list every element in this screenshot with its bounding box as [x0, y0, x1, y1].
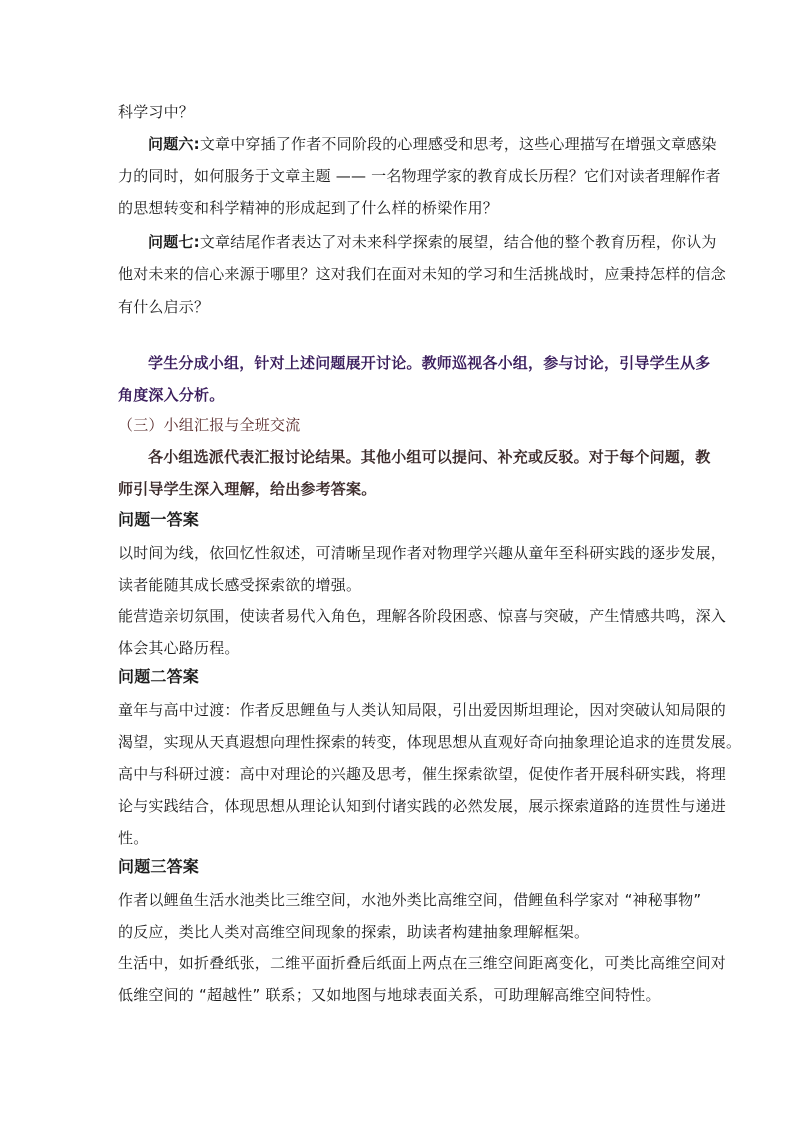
text-line: 作者以鲤鱼生活水池类比三维空间，水池外类比高维空间，借鲤鱼科学家对 “神秘事物”	[118, 891, 702, 909]
text-line: 性。	[118, 829, 149, 847]
text-line: 以时间为线，依回忆性叙述，可清晰呈现作者对物理学兴趣从童年至科研实践的逐步发展，	[118, 544, 727, 562]
text-line: 能营造亲切氛围，使读者易代入角色，理解各阶段困惑、惊喜与突破，产生情感共鸣，深入	[118, 607, 727, 625]
text-line: 渴望，实现从天真遐想向理性探索的转变，体现思想从直观好奇向抽象理论追求的连贯发展。	[118, 733, 742, 751]
text-line: 论与实践结合，体现思想从理论认知到付诸实践的必然发展，展示探索道路的连贯性与递进	[118, 797, 727, 815]
text-line: 读者能随其成长感受探索欲的增强。	[118, 576, 362, 594]
text-line: 的反应，类比人类对高维空间现象的探索，助读者构建抽象理解框架。	[118, 923, 590, 941]
report-instruction: 师引导学生深入理解，给出参考答案。	[118, 480, 377, 498]
answer-heading: 问题二答案	[118, 667, 200, 686]
answer-heading: 问题三答案	[118, 857, 200, 876]
question-text: 文章中穿插了作者不同阶段的心理感受和思考，这些心理描写在增强文章感染	[199, 135, 717, 153]
text-line: 有什么启示？	[118, 298, 210, 316]
section-heading: （三）小组汇报与全班交流	[118, 416, 301, 434]
text-line: 他对未来的信心来源于哪里？这对我们在面对未知的学习和生活挑战时，应秉持怎样的信念	[118, 265, 727, 283]
question-text: 文章结尾作者表达了对未来科学探索的展望，结合他的整个教育历程，你认为	[199, 233, 717, 251]
answer-heading: 问题一答案	[118, 510, 200, 529]
question-six-line	[148, 134, 717, 154]
discussion-instruction: 学生分成小组，针对上述问题展开讨论。教师巡视各小组，参与讨论，引导学生从多	[148, 354, 711, 372]
text-line: 科学习中？	[118, 103, 195, 121]
text-line: 高中与科研过渡：高中对理论的兴趣及思考，催生探索欲望，促使作者开展科研实践，将理	[118, 765, 727, 783]
question-seven-line	[148, 232, 717, 252]
text-line: 低维空间的 “超越性” 联系；又如地图与地球表面关系，可助理解高维空间特性。	[118, 986, 661, 1004]
text-line: 的思想转变和科学精神的形成起到了什么样的桥梁作用？	[118, 199, 499, 217]
text-line: 力的同时，如何服务于文章主题 —— 一名物理学家的教育成长历程？它们对读者理解作者	[118, 167, 721, 185]
question-label: 问题七:	[148, 233, 200, 251]
text-line: 体会其心路历程。	[118, 639, 240, 657]
text-line: 童年与高中过渡：作者反思鲤鱼与人类认知局限，引出爱因斯坦理论，因对突破认知局限的	[118, 701, 727, 719]
report-instruction: 各小组选派代表汇报讨论结果。其他小组可以提问、补充或反驳。对于每个问题，教	[148, 448, 711, 466]
discussion-instruction: 角度深入分析。	[118, 386, 225, 404]
question-label: 问题六:	[148, 135, 200, 153]
text-line: 生活中，如折叠纸张，二维平面折叠后纸面上两点在三维空间距离变化，可类比高维空间对	[118, 954, 727, 972]
